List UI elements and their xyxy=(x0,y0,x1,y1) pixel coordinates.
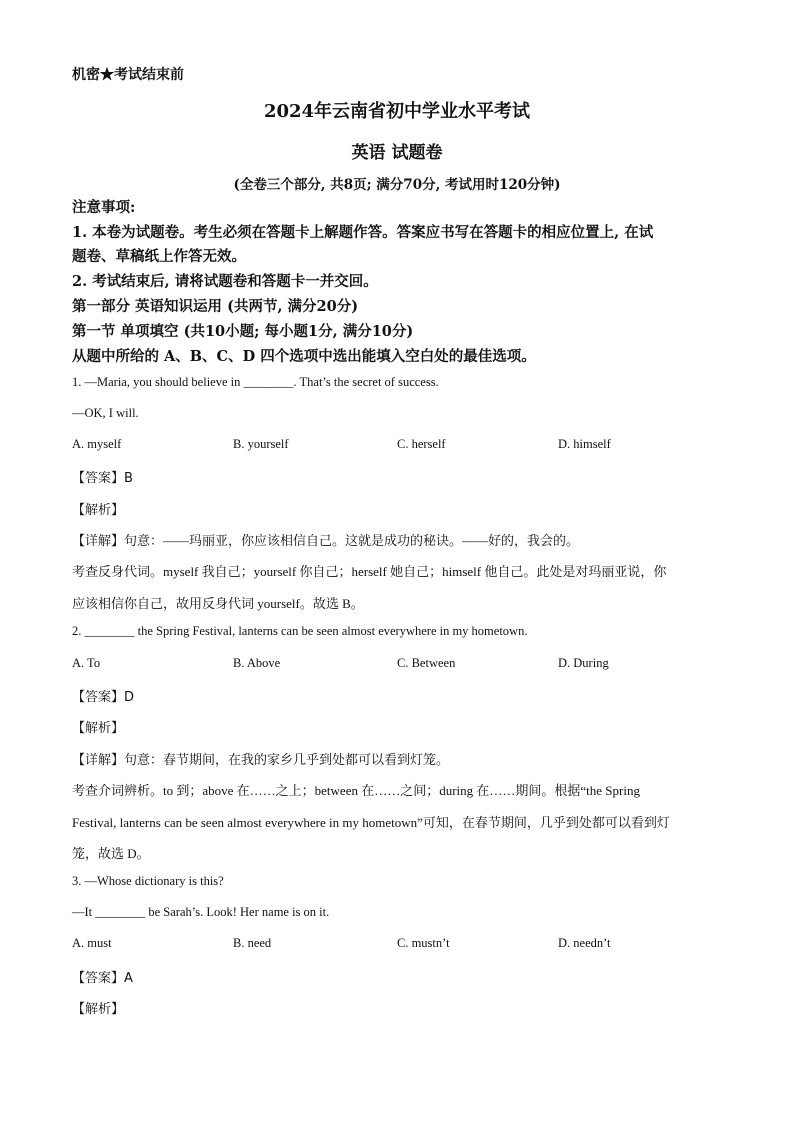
exam-subtitle: 英语 试题卷 xyxy=(351,143,443,163)
question-2-detail-line-3: Festival, lanterns can be seen almost everywhere in my hometown”可知，在春节期间，几乎到处都可以看到灯 xyxy=(72,815,670,830)
section1-heading: 第一节 单项填空 (共10小题; 每小题1分, 满分10分) xyxy=(72,323,414,340)
confidential-label: 机密★考试结束前 xyxy=(72,67,184,83)
question-1-option-a: A. myself xyxy=(72,437,122,451)
question-1-stem: 1. —Maria, you should believe in ________. That’s the secret of success. xyxy=(72,375,439,389)
question-3-option-a: A. must xyxy=(72,936,112,950)
notes-item-1-line-2: 题卷、草稿纸上作答无效。 xyxy=(72,248,246,265)
question-1-option-b: B. yourself xyxy=(233,437,289,451)
question-2-detail-line-1: 【详解】句意：春节期间，在我的家乡几乎到处都可以看到灯笼。 xyxy=(72,752,450,767)
question-3-option-d: D. needn’t xyxy=(558,936,611,950)
question-2-analysis-label: 【解析】 xyxy=(72,721,125,736)
question-2-option-c: C. Between xyxy=(397,656,456,670)
question-2-detail-line-2: 考查介词辨析。to 到；above 在……之上；between 在……之间；during 在……期间。根据“the Spring xyxy=(72,783,640,798)
question-2-option-b: B. Above xyxy=(233,656,281,670)
question-1-reply: —OK, I will. xyxy=(72,406,139,420)
question-2-option-a: A. To xyxy=(72,656,101,670)
question-3-reply: —It ________ be Sarah’s. Look! Her name is on it. xyxy=(72,905,330,919)
question-1-detail-line-1: 【详解】句意：——玛丽亚，你应该相信自己。这就是成功的秘诀。——好的，我会的。 xyxy=(72,533,580,548)
notes-item-1-line-1: 1. 本卷为试题卷。考生必须在答题卡上解题作答。答案应书写在答题卡的相应位置上, 在试 xyxy=(72,224,654,241)
exam-title: 2024年云南省初中学业水平考试 xyxy=(263,101,531,122)
question-3-option-c: C. mustn’t xyxy=(397,936,450,950)
question-1-answer: 【答案】B xyxy=(72,471,133,486)
question-3-option-b: B. need xyxy=(233,936,272,950)
notes-item-2: 2. 考试结束后, 请将试题卷和答题卡一并交回。 xyxy=(72,273,378,290)
exam-info: (全卷三个部分, 共8页; 满分70分, 考试用时120分钟) xyxy=(233,177,561,193)
question-3-analysis-label: 【解析】 xyxy=(72,1002,125,1017)
question-3-answer: 【答案】A xyxy=(72,971,133,986)
question-2-option-d: D. During xyxy=(558,656,609,670)
question-1-detail-line-3: 应该相信你自己，故用反身代词 yourself。故选 B。 xyxy=(72,596,364,611)
question-3-stem: 3. —Whose dictionary is this? xyxy=(72,874,224,888)
question-1-detail-line-2: 考查反身代词。myself 我自己；yourself 你自己；herself 她自己；himself 他自己。此处是对玛丽亚说，你 xyxy=(72,564,667,579)
part1-heading: 第一部分 英语知识运用 (共两节, 满分20分) xyxy=(72,298,359,315)
question-1-option-d: D. himself xyxy=(558,437,611,451)
question-1-analysis-label: 【解析】 xyxy=(72,503,125,518)
notes-heading: 注意事项: xyxy=(72,199,136,216)
question-1-option-c: C. herself xyxy=(397,437,446,451)
question-2-stem: 2. ________ the Spring Festival, lanterns can be seen almost everywhere in my hometown. xyxy=(72,624,528,638)
question-2-answer: 【答案】D xyxy=(72,690,135,705)
section1-instruction: 从题中所给的 A、B、C、D 四个选项中选出能填入空白处的最佳选项。 xyxy=(72,348,536,365)
question-2-detail-line-4: 笼，故选 D。 xyxy=(72,846,150,861)
